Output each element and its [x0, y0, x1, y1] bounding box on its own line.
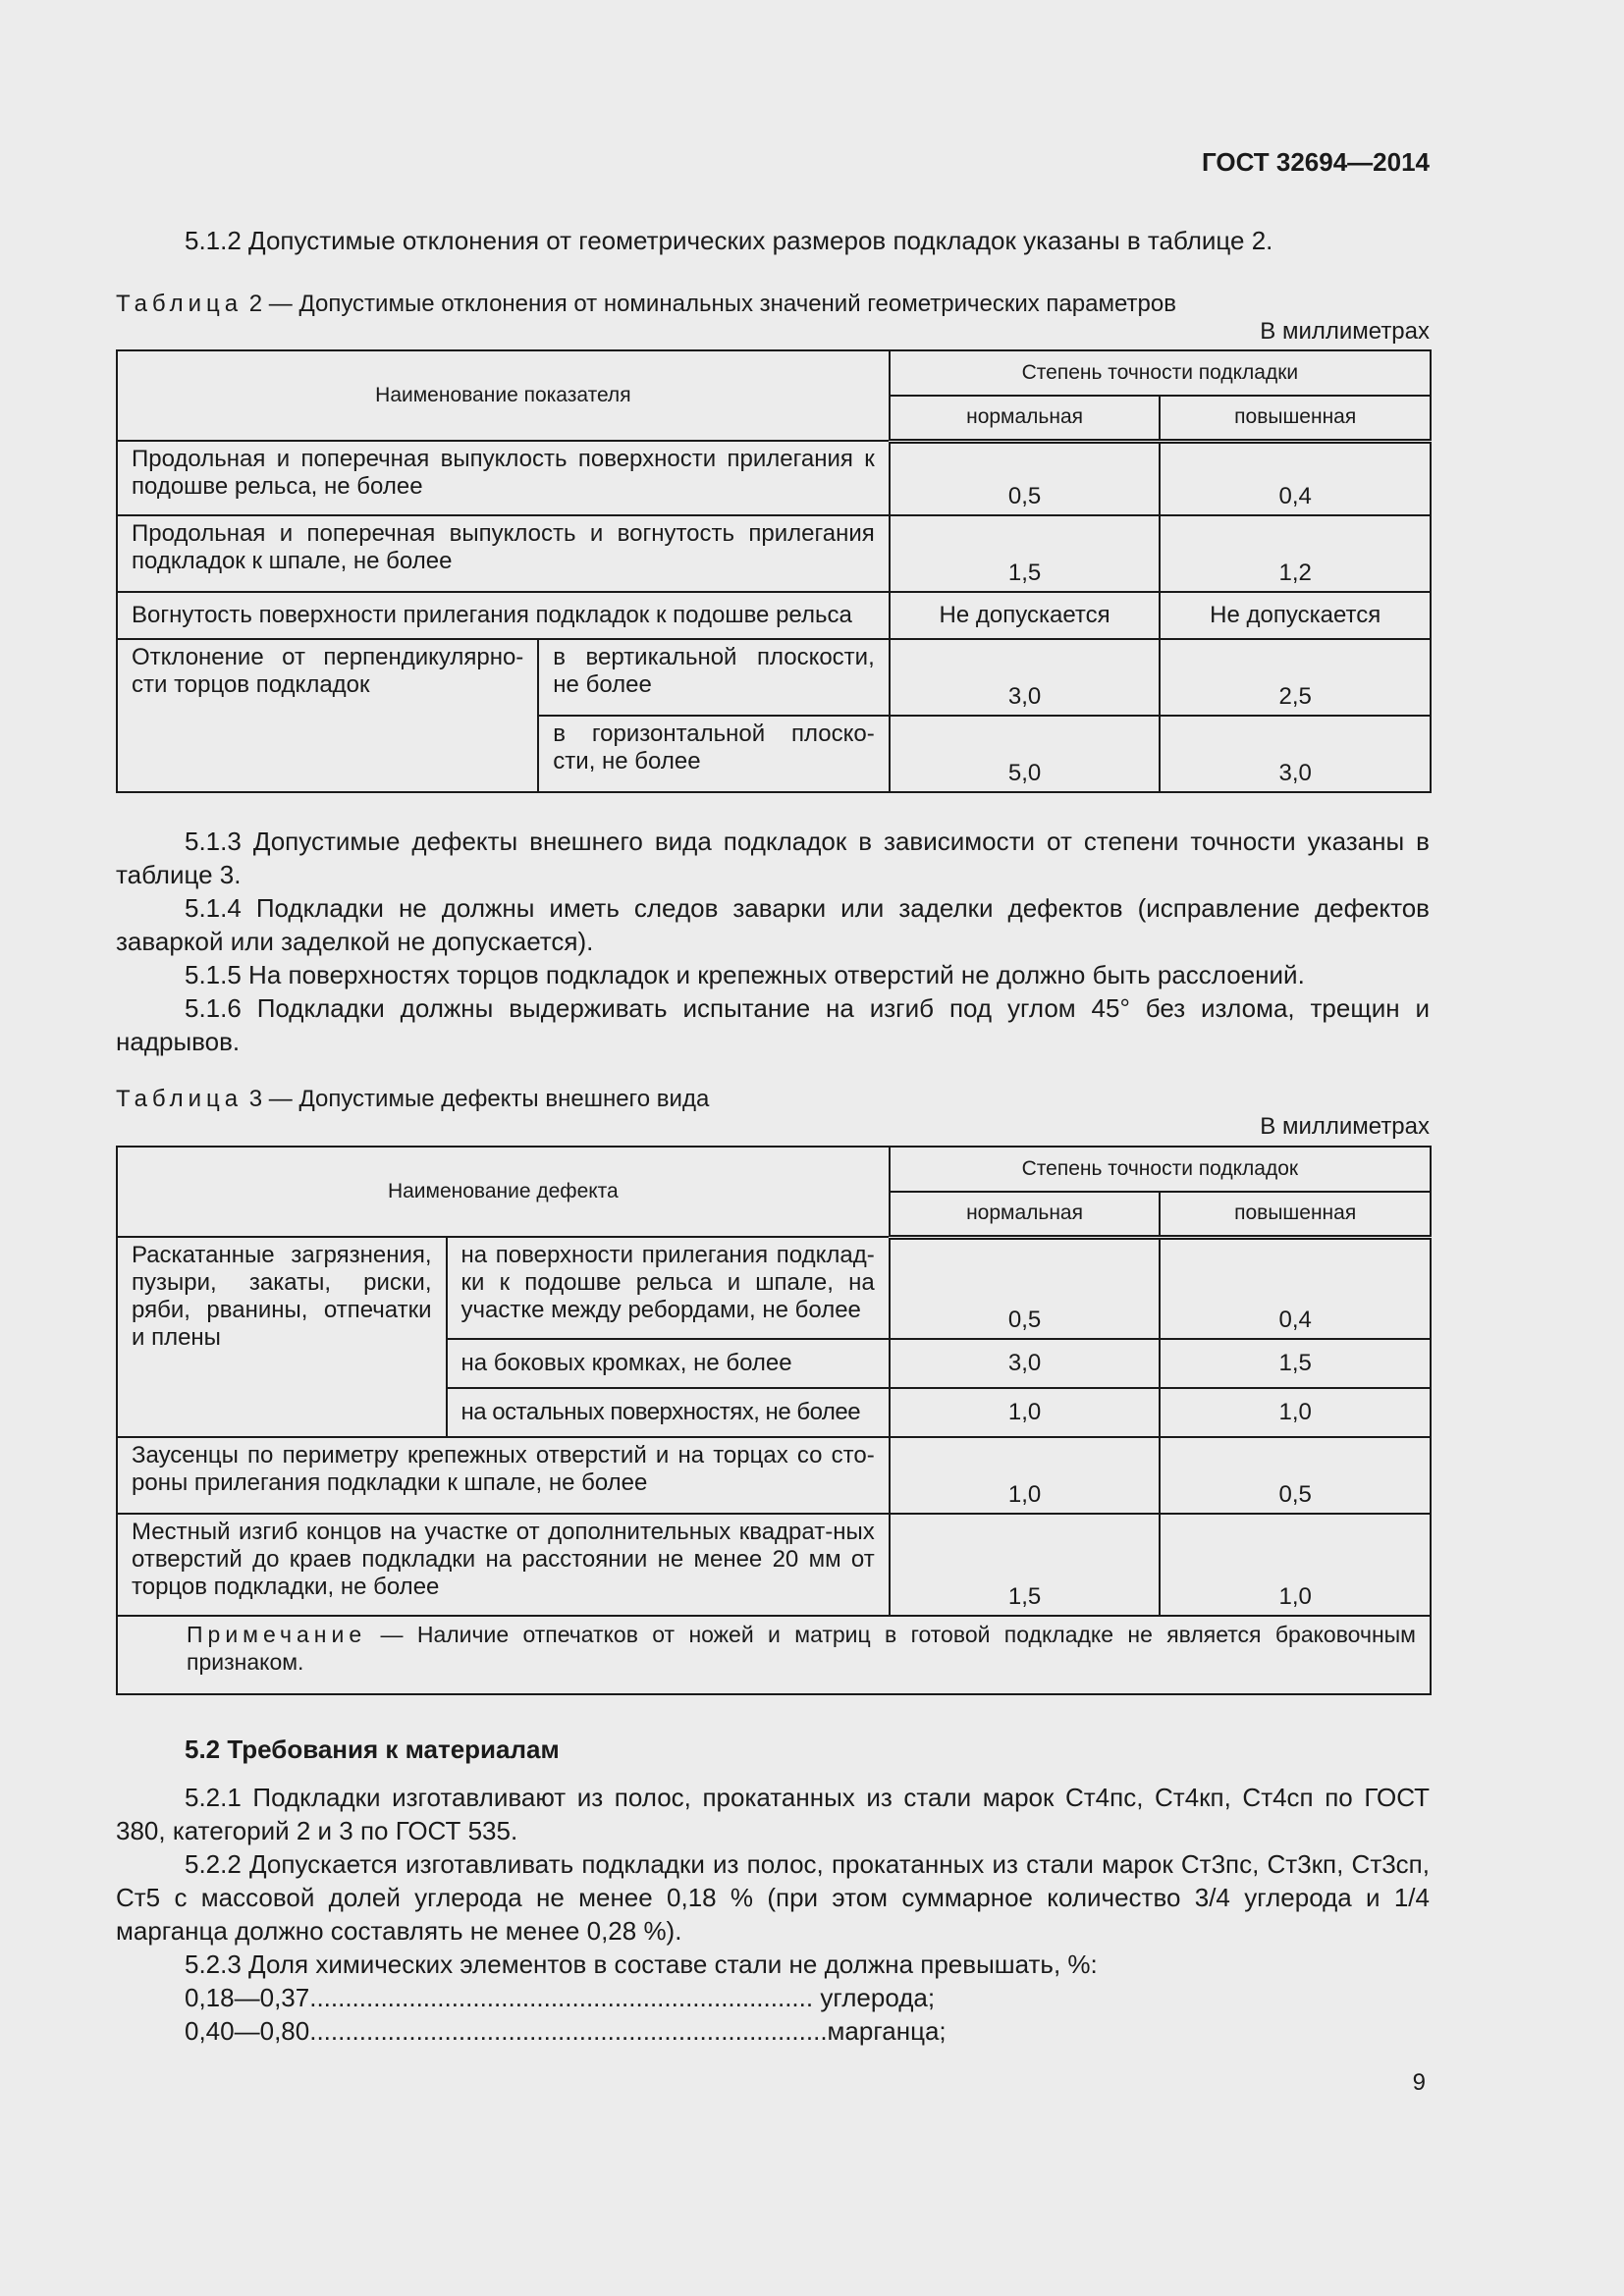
- paragraph-5-2-2: 5.2.2 Допускается изготавливать подкладки из полос, прокатанных из стали марок Ст3пс, Ст3кп, Ст3сп, Ст5 с массовой долей углерода не менее 0,18 % (при этом суммарное количество 3/4 углерода и 1/4 марганца должно составлять не менее 0,28 %).: [116, 1849, 1430, 1946]
- element-name: углерода;: [820, 1983, 936, 2012]
- table-row: [117, 639, 1431, 716]
- table3-cell-normal: 3,0: [890, 1339, 1161, 1388]
- table2-cell-normal: 5,0: [890, 716, 1161, 792]
- table2-caption: [116, 291, 1176, 318]
- table3-caption-word: Таблица: [116, 1086, 244, 1112]
- table2-cell-high: Не допускается: [1160, 592, 1431, 639]
- table2-cell-high: 2,5: [1160, 639, 1431, 716]
- table3-group-name: Раскатанные загрязнения, пузыри, закаты, риски, ряби, рванины, отпечатки и плены: [117, 1237, 447, 1437]
- table3-note-row: [117, 1616, 1431, 1694]
- element-range: 0,18—0,37: [185, 1983, 310, 2012]
- table2-cell-normal: 3,0: [890, 639, 1161, 716]
- table3-subrow-name: на боковых кромках, не более: [447, 1339, 890, 1388]
- paragraph-5-1-5: 5.1.5 На поверхностях торцов подкладок и крепежных отверстий не должно быть расслоений.: [185, 960, 1305, 989]
- table-row: [117, 1437, 1431, 1514]
- table3-cell-high: 0,5: [1160, 1437, 1431, 1514]
- table2-subrow-name: в горизонтальной плоско-сти, не более: [538, 716, 889, 792]
- table2-subrow-name: в вертикальной плоскости, не более: [538, 639, 889, 716]
- table3-cell-high: 1,0: [1160, 1388, 1431, 1437]
- table-row: [117, 515, 1431, 592]
- table3-subrow-name: на остальных поверхностях, не более: [447, 1388, 890, 1437]
- table-row: [117, 1237, 1431, 1339]
- paragraph-5-2-3: 5.2.3 Доля химических элементов в составе стали не должна превышать, %:: [185, 1949, 1098, 1979]
- page-number: 9: [1412, 2069, 1426, 2096]
- table3-cell-high: 1,5: [1160, 1339, 1431, 1388]
- list-item: [185, 1981, 935, 2014]
- table3-header-group: Степень точности подкладок: [890, 1147, 1431, 1192]
- table2-cell-high: 0,4: [1160, 441, 1431, 515]
- table3-caption-text: 3 — Допустимые дефекты внешнего вида: [243, 1086, 710, 1112]
- paragraph-5-1-4: 5.1.4 Подкладки не должны иметь следов заварки или заделки дефектов (исправление дефектов заваркой или заделкой не допускается).: [116, 893, 1430, 956]
- table3-cell-normal: 1,5: [890, 1514, 1161, 1616]
- paragraph-5-1-6: 5.1.6 Подкладки должны выдерживать испытание на изгиб под углом 45° без излома, трещин и надрывов.: [116, 993, 1430, 1056]
- table2-row-name: Продольная и поперечная выпуклость и вогнутость прилегания подкладок к шпале, не более: [117, 515, 890, 592]
- table3-row-name: Заусенцы по периметру крепежных отверстий и на торцах со сто-роны прилегания подкладки к шпале, не более: [117, 1437, 890, 1514]
- table2-cell-normal: 1,5: [890, 515, 1161, 592]
- paragraph-5-1-3: 5.1.3 Допустимые дефекты внешнего вида подкладок в зависимости от степени точности указаны в таблице 3.: [116, 827, 1430, 889]
- table2-cell-normal: Не допускается: [890, 592, 1161, 639]
- table2-header-group: Степень точности подкладки: [890, 350, 1431, 396]
- table2-cell-high: 1,2: [1160, 515, 1431, 592]
- table3-subrow-name: на поверхности прилегания подклад-ки к подошве рельса и шпале, на участке между ребордами, не более: [447, 1237, 890, 1339]
- table3-cell-normal: 1,0: [890, 1388, 1161, 1437]
- table2-group-name: Отклонение от перпендикулярно-сти торцов подкладок: [117, 639, 538, 792]
- table2-header-normal: нормальная: [890, 396, 1161, 441]
- table2: [116, 349, 1432, 793]
- document-code: ГОСТ 32694—2014: [1202, 147, 1430, 177]
- leader-dots: .......................................................................: [309, 1983, 821, 2012]
- table-row: [117, 1514, 1431, 1616]
- table3-caption: [116, 1086, 709, 1113]
- element-range: 0,40—0,80: [185, 2016, 310, 2046]
- table-row: [117, 592, 1431, 639]
- table2-row-name: Продольная и поперечная выпуклость поверхности прилегания к подошве рельса, не более: [117, 441, 890, 515]
- table2-caption-text: 2 — Допустимые отклонения от номинальных значений геометрических параметров: [243, 291, 1176, 317]
- paragraph-5-2-1: 5.2.1 Подкладки изготавливают из полос, прокатанных из стали марок Ст4пс, Ст4кп, Ст4сп по ГОСТ 380, категорий 2 и 3 по ГОСТ 535.: [116, 1783, 1430, 1845]
- table3: [116, 1146, 1432, 1695]
- leader-dots: .........................................................................: [309, 2016, 828, 2046]
- table-row: [117, 441, 1431, 515]
- table3-note: [117, 1616, 1431, 1694]
- table3-cell-high: 1,0: [1160, 1514, 1431, 1616]
- table3-cell-normal: 1,0: [890, 1437, 1161, 1514]
- list-item: [185, 2014, 947, 2048]
- table3-cell-high: 0,4: [1160, 1237, 1431, 1339]
- element-name: марганца;: [827, 2016, 947, 2046]
- table2-header-high: повышенная: [1160, 396, 1431, 441]
- table3-header-name: Наименование дефекта: [117, 1147, 890, 1237]
- table3-header-normal: нормальная: [890, 1192, 1161, 1237]
- table3-row-name: Местный изгиб концов на участке от дополнительных квадрат-ных отверстий до краев подкладки на расстоянии не менее 20 мм от торцов подкладки, не более: [117, 1514, 890, 1616]
- table3-note-word: Примечание: [187, 1622, 367, 1647]
- section-heading-5-2: 5.2 Требования к материалам: [185, 1735, 560, 1764]
- table2-caption-word: Таблица: [116, 291, 244, 317]
- table2-header-name: Наименование показателя: [117, 350, 890, 441]
- table3-header-high: повышенная: [1160, 1192, 1431, 1237]
- paragraph-5-1-2: 5.1.2 Допустимые отклонения от геометрических размеров подкладок указаны в таблице 2.: [185, 226, 1273, 255]
- table2-cell-normal: 0,5: [890, 441, 1161, 515]
- table3-cell-normal: 0,5: [890, 1237, 1161, 1339]
- table2-row-name: Вогнутость поверхности прилегания подкладок к подошве рельса: [117, 592, 890, 639]
- table3-units: В миллиметрах: [1260, 1113, 1430, 1140]
- table2-units: В миллиметрах: [1260, 318, 1430, 345]
- table2-cell-high: 3,0: [1160, 716, 1431, 792]
- table3-note-text: — Наличие отпечатков от ножей и матриц в готовой подкладке не является браковочным признаком.: [187, 1622, 1416, 1675]
